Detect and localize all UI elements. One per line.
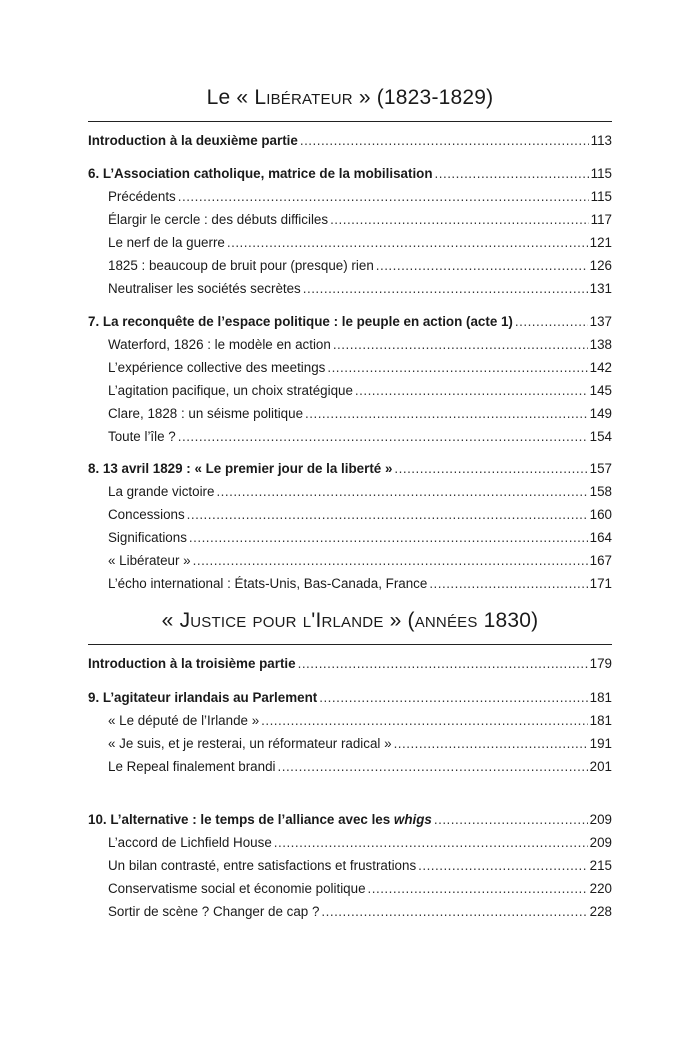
- part-title-text: » (: [383, 609, 415, 632]
- toc-page-number: 131: [589, 281, 612, 296]
- toc-entry-label: Neutraliser les sociétés secrètes: [108, 281, 301, 296]
- toc-section[interactable]: [108, 529, 612, 547]
- leader-dots: [429, 575, 587, 593]
- part-title-text: Le «: [206, 86, 255, 109]
- toc-entry-label: Significations: [108, 530, 187, 545]
- toc-section[interactable]: [108, 575, 612, 593]
- part-title-justice: [0, 609, 700, 633]
- toc-entry-label: 8. 13 avril 1829 : « Le premier jour de la liberté »: [88, 461, 393, 476]
- toc-page-number: 126: [589, 258, 612, 273]
- leader-dots: [278, 758, 588, 776]
- toc-page-number: 145: [589, 383, 612, 398]
- leader-dots: [305, 405, 588, 423]
- toc-section[interactable]: [108, 483, 612, 501]
- part-divider-rule: [88, 644, 612, 645]
- toc-entry-label: L’accord de Lichfield House: [108, 835, 272, 850]
- leader-dots: [435, 165, 589, 183]
- toc-page-number: 121: [589, 235, 612, 250]
- toc-section[interactable]: [108, 359, 612, 377]
- part-title-text: «: [161, 609, 180, 632]
- leader-dots: [178, 188, 589, 206]
- toc-section[interactable]: [108, 506, 612, 524]
- toc-entry-label: Toute l’île ?: [108, 429, 176, 444]
- leader-dots: [300, 132, 589, 150]
- toc-entry-label: Le Repeal finalement brandi: [108, 759, 276, 774]
- toc-entry-label: Précédents: [108, 189, 176, 204]
- leader-dots: [368, 880, 588, 898]
- toc-page-number: 137: [589, 314, 612, 329]
- toc-page-number: 115: [590, 166, 612, 181]
- toc-page-number: 160: [589, 507, 612, 522]
- leader-dots: [189, 529, 588, 547]
- toc-page-number: 215: [589, 858, 612, 873]
- toc-page-number: 149: [589, 406, 612, 421]
- toc-entry-label: L’expérience collective des meetings: [108, 360, 326, 375]
- toc-entry-label: 7. La reconquête de l’espace politique : le peuple en action (acte 1): [88, 314, 513, 329]
- leader-dots: [321, 903, 587, 921]
- toc-page-number: 117: [590, 212, 612, 227]
- toc-entry-label-italic: whigs: [393, 812, 432, 827]
- toc-entry-label: Concessions: [108, 507, 185, 522]
- toc-page-number: 113: [590, 133, 612, 148]
- leader-dots: [394, 735, 588, 753]
- toc-page-number: 157: [589, 461, 612, 476]
- toc-section[interactable]: [108, 405, 612, 423]
- toc-entry-label: L’écho international : États-Unis, Bas-Canada, France: [108, 576, 428, 591]
- toc-page-number: 115: [590, 189, 612, 204]
- leader-dots: [298, 655, 588, 673]
- part-title-text: 1830): [477, 609, 539, 632]
- toc-entry-intro-part3[interactable]: [88, 655, 612, 673]
- leader-dots: [418, 857, 588, 875]
- toc-page-number: 167: [589, 553, 612, 568]
- toc-entry-label: L’agitation pacifique, un choix stratégique: [108, 383, 353, 398]
- toc-entry-label: [88, 811, 432, 829]
- toc-entry-label: Clare, 1828 : un séisme politique: [108, 406, 304, 421]
- toc-page-number: 228: [589, 904, 612, 919]
- leader-dots: [303, 280, 588, 298]
- toc-section[interactable]: [108, 234, 612, 252]
- toc-chapter-6[interactable]: [88, 165, 612, 183]
- toc-section[interactable]: [108, 336, 612, 354]
- toc-section[interactable]: [108, 211, 612, 229]
- leader-dots: [515, 313, 588, 331]
- toc-section[interactable]: [108, 735, 612, 753]
- toc-entry-label: Élargir le cercle : des débuts difficiles: [108, 212, 329, 227]
- leader-dots: [227, 234, 588, 252]
- toc-page-number: 220: [589, 881, 612, 896]
- toc-page-number: 201: [589, 759, 612, 774]
- part-title-smallcaps: Justice pour l'Irlande: [179, 609, 384, 632]
- toc-entry-label: « Le député de l’Irlande »: [108, 713, 260, 728]
- toc-page-number: 138: [589, 337, 612, 352]
- toc-entry-label: « Libérateur »: [108, 553, 191, 568]
- toc-section[interactable]: [108, 280, 612, 298]
- toc-entry-label: 6. L’Association catholique, matrice de la mobilisation: [88, 166, 433, 181]
- toc-chapter-7[interactable]: [88, 313, 612, 331]
- toc-page-number: 191: [589, 736, 612, 751]
- part-title-smallcaps: années: [414, 609, 478, 632]
- leader-dots: [193, 552, 588, 570]
- leader-dots: [319, 689, 587, 707]
- toc-section[interactable]: [108, 903, 612, 921]
- toc-section[interactable]: [108, 552, 612, 570]
- toc-section[interactable]: [108, 257, 612, 275]
- toc-section[interactable]: [108, 834, 612, 852]
- toc-entry-label: 1825 : beaucoup de bruit pour (presque) rien: [108, 258, 374, 273]
- toc-chapter-10[interactable]: [88, 811, 612, 829]
- toc-chapter-9[interactable]: [88, 689, 612, 707]
- leader-dots: [216, 483, 587, 501]
- toc-entry-label: 9. L’agitateur irlandais au Parlement: [88, 690, 318, 705]
- toc-entry-label-text: 10. L’alternative : le temps de l’alliance avec les: [88, 812, 394, 827]
- toc-section[interactable]: [108, 712, 612, 730]
- toc-section[interactable]: [108, 188, 612, 206]
- toc-page-number: 171: [589, 576, 612, 591]
- toc-page-number: 158: [589, 484, 612, 499]
- toc-chapter-8[interactable]: [88, 460, 612, 478]
- toc-page-number: 142: [589, 360, 612, 375]
- leader-dots: [434, 811, 588, 829]
- leader-dots: [274, 834, 588, 852]
- toc-page-number: 181: [589, 713, 612, 728]
- part-title-liberateur: [0, 86, 700, 110]
- toc-entry-label: Introduction à la troisième partie: [88, 656, 296, 671]
- toc-section[interactable]: [108, 382, 612, 400]
- toc-page-number: 164: [589, 530, 612, 545]
- leader-dots: [355, 382, 588, 400]
- toc-entry-intro-part2[interactable]: [88, 132, 612, 150]
- toc-entry-label: Waterford, 1826 : le modèle en action: [108, 337, 331, 352]
- toc-section[interactable]: [108, 880, 612, 898]
- toc-page-number: 209: [589, 835, 612, 850]
- toc-page-number: 179: [589, 656, 612, 671]
- part-divider-rule: [88, 121, 612, 122]
- leader-dots: [376, 257, 588, 275]
- leader-dots: [330, 211, 589, 229]
- leader-dots: [187, 506, 588, 524]
- leader-dots: [261, 712, 588, 730]
- toc-entry-label: « Je suis, et je resterai, un réformateur radical »: [108, 736, 392, 751]
- toc-page-number: 181: [589, 690, 612, 705]
- toc-page-number: 154: [589, 429, 612, 444]
- toc-entry-label: Conservatisme social et économie politique: [108, 881, 366, 896]
- toc-section[interactable]: [108, 758, 612, 776]
- toc-entry-label: Le nerf de la guerre: [108, 235, 225, 250]
- toc-entry-label: Introduction à la deuxième partie: [88, 133, 298, 148]
- toc-entry-label: La grande victoire: [108, 484, 215, 499]
- toc-page-number: 209: [589, 812, 612, 827]
- toc-section[interactable]: [108, 428, 612, 446]
- toc-entry-label: Un bilan contrasté, entre satisfactions et frustrations: [108, 858, 417, 873]
- leader-dots: [327, 359, 587, 377]
- leader-dots: [333, 336, 588, 354]
- part-title-text: » (1823-1829): [352, 86, 494, 109]
- leader-dots: [394, 460, 587, 478]
- part-title-smallcaps: Libérateur: [254, 86, 353, 109]
- toc-entry-label: Sortir de scène ? Changer de cap ?: [108, 904, 320, 919]
- toc-section[interactable]: [108, 857, 612, 875]
- leader-dots: [178, 428, 588, 446]
